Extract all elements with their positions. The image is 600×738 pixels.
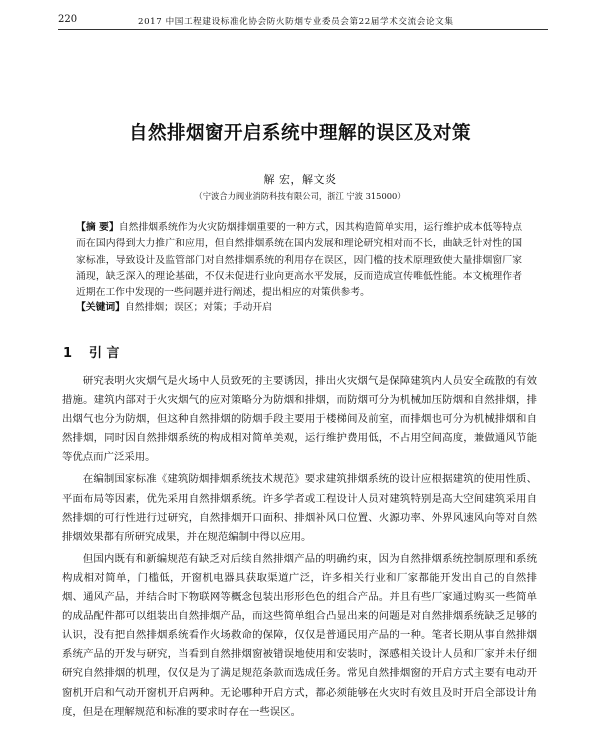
body-paragraph: 研究表明火灾烟气是火场中人员致死的主要诱因，排出火灾烟气是保障建筑内人员安全疏散的有效措施。建筑内部对于火灾烟气的应对策略分为防烟和排烟，而防烟可分为机械加压防烟和自然排烟，排出烟气也分为防烟，但这种自然排烟的防烟手段主要用于楼梯间及前室，而排烟也可分为机械排烟和自然排烟，同时因自然排烟系统的构成相对简单美观，运行维护费用低，不占用空间高度，兼做通风节能等优点而广泛采用。 [62, 375, 537, 464]
section-number: 1 [63, 346, 73, 361]
body-paragraph: 在编制国家标准《建筑防烟排烟系统技术规范》要求建筑排烟系统的设计应根据建筑的使用性质、平面布局等因素，优先采用自然排烟系统。许多学者或工程设计人员对建筑特别是高大空间建筑采用自然排烟的可行性进行过研究，自然排烟开口面积、排烟补风口位置、火源功率、外界风速风向等对自然排烟效果都有所研究成果，并在规范编制中得以应用。 [62, 473, 537, 543]
section-title: 引 言 [89, 346, 120, 361]
paper-title: 自然排烟窗开启系统中理解的误区及对策 [128, 123, 471, 144]
page-number: 220 [58, 14, 78, 25]
abstract [76, 220, 522, 301]
keywords-label: 【关键词】 [76, 302, 125, 313]
abstract-text: 自然排烟系统作为火灾防烟排烟重要的一种方式，因其构造简单实用，运行维护成本低等特点而在国内得到大力推广和应用，但自然排烟系统在国内发展和理论研究相对而不长，曲缺乏针对性的国家标准，导致设计及监管部门对自然排烟系统的利用存在误区，因门槛的技术原理致使大量排烟窗厂家涌现，缺乏深入的理论基础，不仅未促进行业向更高水平发展，反而造成宣传唯低性能。本文梳理作者近期在工作中发现的一些问题并进行阐述，提出相应的对策供参考。 [76, 222, 522, 299]
section-heading [63, 342, 120, 361]
running-header [58, 13, 548, 30]
paper-affiliation: （宁波合力阀业消防科技有限公司，浙江 宁波 315000） [194, 191, 406, 201]
body-text [62, 372, 537, 725]
keywords-text: 自然排烟；误区；对策；手动开启 [124, 302, 272, 313]
body-paragraph: 但国内既有和新编规范有缺乏对后续自然排烟产品的明确约束，因为自然排烟系统控制原理和系统构成相对简单，门槛低，开窗机电器具获取渠道广泛，许多相关行业和厂家都能开发出自己的自然排烟、通风产品，并结合时下物联网等概念包装出形形色色的组合产品。并且有些厂家通过购买一些简单的成品配件都可以组装出自然排烟产品，而这些简单组合凸显出来的问题是对自然排烟系统缺乏足够的认识，没有把自然排烟系统看作火场救命的保障，仅仅是普通民用产品的一种。笔者长期从事自然排烟系统产品的开发与研究，当看到自然排烟窗被错误地使用和安装时，深感相关设计人员和厂家并未仔细研究自然排烟的机理，仅仅是为了满足规范条款而选成任务。常见自然排烟窗的开启方式主要有电动开窗机开启和气动开窗机开启两种。无论哪种开启方式，都必须能够在火灾时有效且及时开启全部设计角度，但是在理解规范和标准的要求时存在一些误区。 [62, 552, 537, 718]
abstract-label: 【摘 要】 [76, 222, 119, 233]
journal-title: 2017 中国工程建设标准化协会防火防烟专业委员会第22届学术交流会论文集 [138, 17, 454, 27]
paper-authors: 解 宏，解文炎 [263, 173, 337, 186]
keywords [76, 300, 522, 316]
